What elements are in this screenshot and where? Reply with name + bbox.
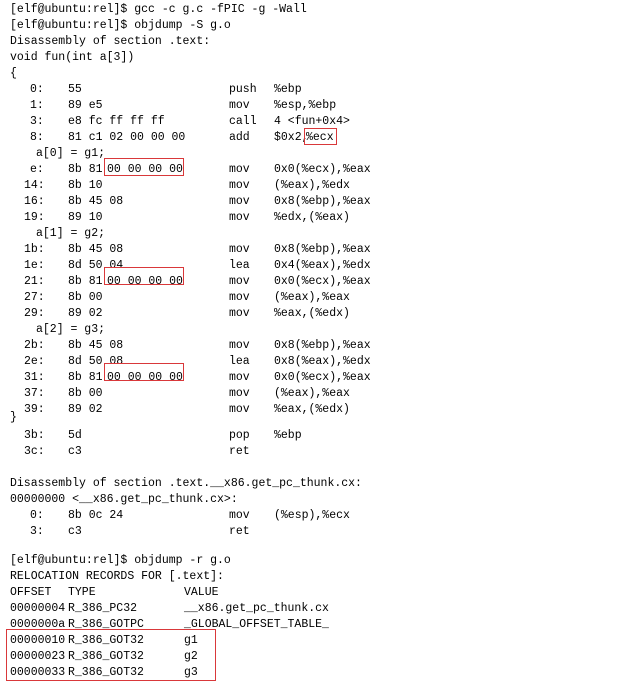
asm-address: 21: — [24, 275, 45, 288]
source-line: a[1] = g2; — [36, 227, 106, 240]
asm-address: 8: — [30, 131, 44, 144]
asm-bytes: 81 c1 02 00 00 00 — [68, 131, 186, 144]
asm-bytes-highlight: 00 00 00 00 — [107, 275, 183, 288]
reloc-type: R_386_GOTPC — [68, 618, 144, 631]
asm-bytes: e8 fc ff ff ff — [68, 115, 165, 128]
asm-address: 0: — [30, 83, 44, 96]
asm-mnemonic: push — [229, 83, 257, 96]
command-line: [elf@ubuntu:rel]$ objdump -r g.o — [10, 554, 231, 567]
asm-operand: 0x8(%ebp),%eax — [274, 195, 371, 208]
asm-operand: (%eax),%eax — [274, 291, 350, 304]
asm-address: 39: — [24, 403, 45, 416]
asm-mnemonic: mov — [229, 195, 250, 208]
asm-bytes: 8b 00 — [68, 291, 103, 304]
highlight-box — [104, 267, 184, 285]
asm-bytes: 55 — [68, 83, 82, 96]
asm-mnemonic: lea — [229, 259, 250, 272]
reloc-offset: 00000023 — [10, 650, 66, 663]
table-header: VALUE — [184, 586, 219, 599]
asm-bytes: 89 e5 — [68, 99, 103, 112]
asm-bytes: c3 — [68, 525, 82, 538]
asm-address: 2e: — [24, 355, 45, 368]
asm-operand-highlight: %ecx — [306, 131, 334, 144]
reloc-value: _GLOBAL_OFFSET_TABLE_ — [184, 618, 329, 631]
section-heading: RELOCATION RECORDS FOR [.text]: — [10, 570, 224, 583]
highlight-box — [104, 158, 184, 176]
asm-address: 0: — [30, 509, 44, 522]
asm-address: 2b: — [24, 339, 45, 352]
asm-operand: 0x0(%ecx),%eax — [274, 371, 371, 384]
asm-mnemonic: mov — [229, 275, 250, 288]
asm-address: 1b: — [24, 243, 45, 256]
asm-address: 1: — [30, 99, 44, 112]
asm-bytes: 8d 50 04 — [68, 259, 124, 272]
reloc-value: g3 — [184, 666, 198, 679]
asm-operand: %eax,(%edx) — [274, 307, 350, 320]
reloc-value: g2 — [184, 650, 198, 663]
asm-operand: 0x0(%ecx),%eax — [274, 163, 371, 176]
asm-bytes: 8d 50 08 — [68, 355, 124, 368]
asm-address: 3: — [30, 525, 44, 538]
asm-address: 27: — [24, 291, 45, 304]
asm-bytes: 89 02 — [68, 307, 103, 320]
asm-mnemonic: mov — [229, 387, 250, 400]
asm-address: 14: — [24, 179, 45, 192]
asm-mnemonic: mov — [229, 243, 250, 256]
asm-operand: %esp,%ebp — [274, 99, 337, 112]
reloc-offset: 00000010 — [10, 634, 66, 647]
asm-bytes: 8b 81 — [68, 371, 110, 384]
asm-bytes: 8b 45 08 — [68, 195, 124, 208]
asm-bytes-highlight: 00 00 00 00 — [107, 163, 183, 176]
asm-mnemonic: lea — [229, 355, 250, 368]
asm-address: e: — [30, 163, 44, 176]
asm-operand: 4 <fun+0x4> — [274, 115, 350, 128]
function-label: 00000000 <__x86.get_pc_thunk.cx>: — [10, 493, 238, 506]
asm-operand: (%eax),%eax — [274, 387, 350, 400]
asm-address: 16: — [24, 195, 45, 208]
source-line: a[2] = g3; — [36, 323, 106, 336]
asm-mnemonic: mov — [229, 211, 250, 224]
table-header: OFFSET — [10, 586, 52, 599]
asm-mnemonic: ret — [229, 525, 250, 538]
reloc-offset: 00000033 — [10, 666, 66, 679]
asm-bytes: 89 10 — [68, 211, 103, 224]
asm-operand: %ebp — [274, 83, 302, 96]
reloc-type: R_386_GOT32 — [68, 634, 144, 647]
asm-operand: 0x8(%ebp),%eax — [274, 243, 371, 256]
source-line: } — [10, 411, 17, 424]
source-line: void fun(int a[3]) — [10, 51, 135, 64]
asm-operand: 0x8(%eax),%edx — [274, 355, 371, 368]
asm-address: 3: — [30, 115, 44, 128]
asm-mnemonic: mov — [229, 371, 250, 384]
highlight-box — [104, 363, 184, 381]
asm-bytes-highlight: 00 00 00 00 — [107, 371, 183, 384]
reloc-offset: 0000000a — [10, 618, 66, 631]
asm-bytes: 8b 00 — [68, 387, 103, 400]
asm-bytes: 8b 45 08 — [68, 243, 124, 256]
table-header: TYPE — [68, 586, 96, 599]
reloc-value: g1 — [184, 634, 198, 647]
asm-mnemonic: add — [229, 131, 250, 144]
asm-mnemonic: mov — [229, 403, 250, 416]
asm-operand: $0x2, — [274, 131, 309, 144]
asm-bytes: 89 02 — [68, 403, 103, 416]
reloc-type: R_386_PC32 — [68, 602, 138, 615]
asm-mnemonic: mov — [229, 307, 250, 320]
source-line: { — [10, 67, 17, 80]
asm-address: 31: — [24, 371, 45, 384]
asm-mnemonic: mov — [229, 99, 250, 112]
asm-address: 29: — [24, 307, 45, 320]
command-line: [elf@ubuntu:rel]$ objdump -S g.o — [10, 19, 231, 32]
reloc-type: R_386_GOT32 — [68, 666, 144, 679]
asm-bytes: 8b 45 08 — [68, 339, 124, 352]
reloc-type: R_386_GOT32 — [68, 650, 144, 663]
source-line: a[0] = g1; — [36, 147, 106, 160]
asm-operand: (%eax),%edx — [274, 179, 350, 192]
section-heading: Disassembly of section .text: — [10, 35, 211, 48]
asm-operand: 0x8(%ebp),%eax — [274, 339, 371, 352]
asm-operand: (%esp),%ecx — [274, 509, 350, 522]
highlight-box — [304, 128, 337, 145]
asm-address: 3b: — [24, 429, 45, 442]
asm-mnemonic: ret — [229, 445, 250, 458]
asm-mnemonic: mov — [229, 509, 250, 522]
asm-operand: 0x0(%ecx),%eax — [274, 275, 371, 288]
asm-mnemonic: mov — [229, 291, 250, 304]
reloc-value: __x86.get_pc_thunk.cx — [184, 602, 329, 615]
asm-mnemonic: mov — [229, 339, 250, 352]
asm-bytes: c3 — [68, 445, 82, 458]
asm-mnemonic: mov — [229, 179, 250, 192]
asm-mnemonic: pop — [229, 429, 250, 442]
asm-bytes: 8b 10 — [68, 179, 103, 192]
asm-operand: %eax,(%edx) — [274, 403, 350, 416]
reloc-offset: 00000004 — [10, 602, 66, 615]
asm-bytes: 5d — [68, 429, 82, 442]
asm-address: 37: — [24, 387, 45, 400]
asm-mnemonic: call — [229, 115, 257, 128]
section-heading: Disassembly of section .text.__x86.get_pc_thunk.cx: — [10, 477, 362, 490]
asm-mnemonic: mov — [229, 163, 250, 176]
asm-operand: %ebp — [274, 429, 302, 442]
asm-address: 3c: — [24, 445, 45, 458]
asm-bytes: 8b 81 — [68, 163, 110, 176]
asm-address: 19: — [24, 211, 45, 224]
asm-operand: %edx,(%eax) — [274, 211, 350, 224]
command-line: [elf@ubuntu:rel]$ gcc -c g.c -fPIC -g -Wall — [10, 3, 307, 16]
asm-bytes: 8b 0c 24 — [68, 509, 124, 522]
asm-address: 1e: — [24, 259, 45, 272]
asm-operand: 0x4(%eax),%edx — [274, 259, 371, 272]
asm-bytes: 8b 81 — [68, 275, 110, 288]
